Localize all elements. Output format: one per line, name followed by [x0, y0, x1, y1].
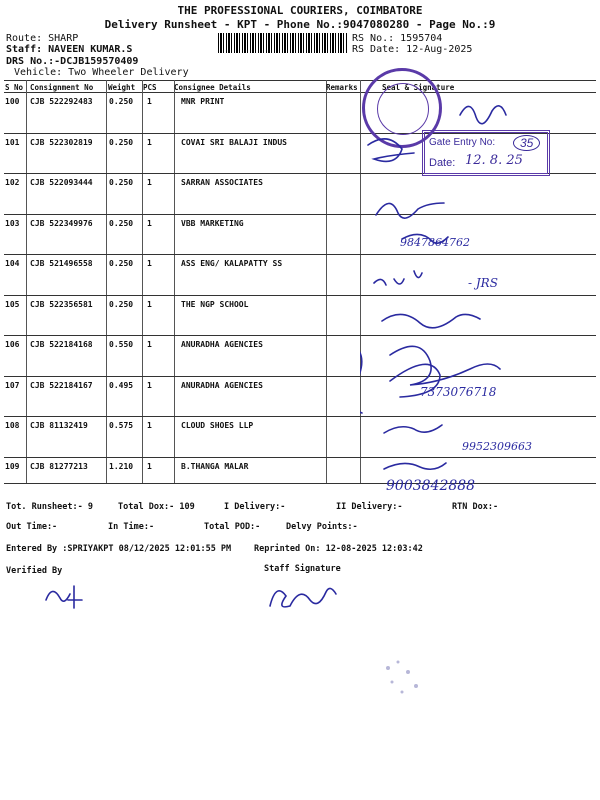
row-consignee: MNR PRINT — [181, 97, 225, 106]
row-consignee: ASS ENG/ KALAPATTY SS — [181, 259, 283, 268]
row-sno: 108 — [5, 421, 20, 430]
barcode — [218, 33, 348, 53]
row-consignee: VBB MARKETING — [181, 218, 244, 228]
handwritten-note-104: - JRS — [468, 276, 498, 290]
row-consignment-no: CJB 522349976 — [30, 218, 93, 228]
delvy-points: Delvy Points:- — [286, 522, 358, 532]
row-consignment-no: CJB 522184167 — [30, 380, 93, 390]
col-header-seal-signature: Seal & Signature — [382, 83, 455, 92]
row-consignee: ANURADHA AGENCIES — [181, 340, 263, 349]
company-title: THE PROFESSIONAL COURIERS, COIMBATORE — [177, 4, 423, 17]
row-sno: 102 — [5, 178, 20, 187]
row-pcs: 1 — [147, 259, 152, 268]
verified-by-label: Verified By — [6, 566, 63, 576]
col-header-pcs: PCS — [143, 83, 157, 92]
col-divider — [174, 80, 175, 483]
row-sno: 107 — [5, 380, 20, 390]
out-time: Out Time:- — [6, 522, 58, 532]
signature-row-105 — [382, 314, 480, 327]
row-pcs: 1 — [147, 178, 152, 187]
row-consignment-no: CJB 522184168 — [30, 340, 93, 349]
row-sno: 104 — [5, 259, 20, 268]
row-consignment-no: CJB 81132419 — [30, 421, 88, 430]
col-header-sno: S No — [5, 83, 24, 92]
row-consignment-no: CJB 522292483 — [30, 97, 93, 106]
row-pcs: 1 — [147, 137, 152, 147]
signature-bracket — [360, 343, 362, 413]
col-header-consignee: Consignee Details — [174, 83, 251, 92]
rtn-dox: RTN Dox:- — [452, 502, 499, 512]
row-pcs: 1 — [147, 340, 152, 349]
row-consignment-no: CJB 522302819 — [30, 137, 93, 147]
handwritten-phone-109: 9003842888 — [386, 478, 476, 494]
row-pcs: 1 — [147, 218, 152, 228]
vehicle-label: Vehicle: Two Wheeler Delivery — [14, 67, 189, 78]
handwritten-phone-103: 9847864762 — [400, 236, 470, 249]
row-pcs: 1 — [147, 380, 152, 390]
staff-signature-label: Staff Signature — [264, 564, 341, 574]
row-weight: 0.250 — [109, 218, 134, 228]
row-consignment-no: CJB 522356581 — [30, 299, 93, 309]
i-delivery: I Delivery:- — [224, 502, 286, 512]
ii-delivery: II Delivery:- — [336, 502, 403, 512]
row-weight: 0.550 — [109, 340, 134, 349]
entered-by: Entered By :SPRIYAKPT 08/12/2025 12:01:55 PM — [6, 544, 232, 554]
drs-label: DRS No.:-DCJB159570409 — [6, 56, 139, 67]
gate-entry-label: Gate Entry No: — [429, 137, 496, 148]
row-sno: 103 — [5, 218, 20, 228]
in-time: In Time:- — [108, 522, 155, 532]
stamp-date-value: 12. 8. 25 — [465, 153, 523, 168]
col-divider — [326, 80, 327, 483]
col-divider — [26, 80, 27, 483]
stamp-date-label: Date: — [429, 157, 456, 169]
row-weight: 1.210 — [109, 461, 134, 471]
col-divider — [142, 80, 143, 483]
tot-runsheet: Tot. Runsheet:- 9 — [6, 502, 93, 512]
row-weight: 0.250 — [109, 97, 134, 106]
row-sno: 101 — [5, 137, 20, 147]
row-pcs: 1 — [147, 299, 152, 309]
row-weight: 0.495 — [109, 380, 134, 390]
col-header-weight: Weight — [108, 83, 136, 92]
row-sno: 106 — [5, 340, 20, 349]
row-weight: 0.575 — [109, 421, 134, 430]
runsheet-subtitle: Delivery Runsheet - KPT - Phone No.:9047080280 - Page No.:9 — [104, 18, 496, 31]
row-sno: 109 — [5, 461, 20, 471]
faded-stamp-mark — [368, 648, 438, 708]
signature-row-104 — [374, 271, 422, 285]
total-dox: Total Dox:- 109 — [118, 502, 195, 512]
row-consignee: CLOUD SHOES LLP — [181, 421, 254, 430]
staff-label: Staff: NAVEEN KUMAR.S — [6, 44, 133, 55]
signature-row-101 — [368, 139, 414, 162]
verifier-signature — [36, 580, 96, 610]
row-consignee: COVAI SRI BALAJI INDUS — [181, 137, 287, 147]
handwritten-phone-107: 7373076718 — [420, 385, 497, 399]
row-pcs: 1 — [147, 461, 152, 471]
signature-row-100 — [460, 106, 506, 124]
row-pcs: 1 — [147, 421, 152, 430]
route-label: Route: SHARP — [6, 33, 79, 44]
row-weight: 0.250 — [109, 259, 134, 268]
row-consignee: SARRAN ASSOCIATES — [181, 178, 263, 187]
row-consignment-no: CJB 522093444 — [30, 178, 93, 187]
signature-row-108 — [384, 425, 442, 433]
reprinted-on: Reprinted On: 12-08-2025 12:03:42 — [254, 544, 423, 554]
row-consignee: ANURADHA AGENCIES — [181, 380, 263, 390]
signature-row-109 — [384, 463, 446, 469]
total-pod: Total POD:- — [204, 522, 261, 532]
row-sno: 100 — [5, 97, 20, 106]
table-bottom-border — [4, 483, 596, 484]
col-divider — [106, 80, 107, 483]
col-header-remarks: Remarks — [326, 83, 358, 92]
row-consignee: THE NGP SCHOOL — [181, 299, 249, 309]
rs-date-label: RS Date: 12-Aug-2025 — [352, 44, 473, 55]
signature-row-102 — [376, 203, 444, 218]
row-consignment-no: CJB 521496558 — [30, 259, 93, 268]
col-header-consignment: Consignment No — [30, 83, 94, 92]
row-weight: 0.250 — [109, 299, 134, 309]
row-consignee: B.THANGA MALAR — [181, 461, 249, 471]
rs-no-label: RS No.: 1595704 — [352, 33, 443, 44]
row-weight: 0.250 — [109, 137, 134, 147]
row-weight: 0.250 — [109, 178, 134, 187]
staff-signature — [260, 576, 350, 616]
handwritten-phone-108: 9952309663 — [462, 440, 532, 453]
table-top-border — [4, 80, 596, 81]
signature-row-106 — [390, 346, 500, 385]
row-consignment-no: CJB 81277213 — [30, 461, 88, 471]
gate-entry-value: 35 — [513, 135, 540, 151]
row-sno: 105 — [5, 299, 20, 309]
row-pcs: 1 — [147, 97, 152, 106]
